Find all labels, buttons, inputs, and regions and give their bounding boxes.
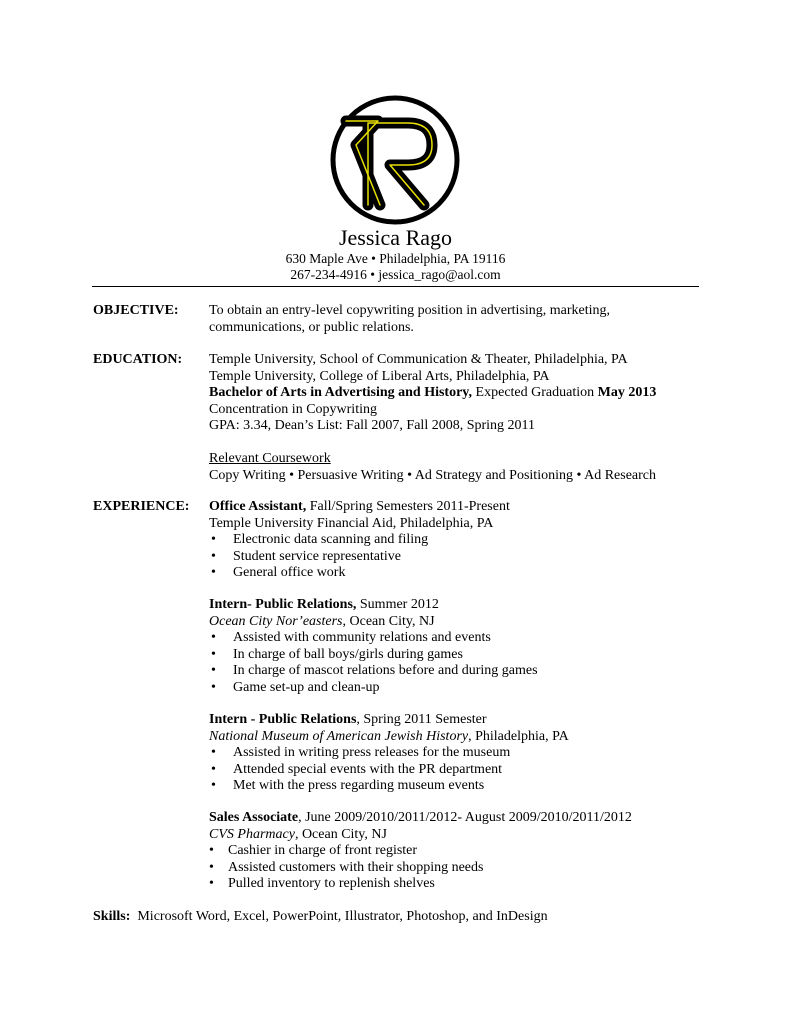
skills-line: [93, 909, 548, 926]
org-name: National Museum of American Jewish History: [209, 728, 469, 744]
job-org: [209, 729, 709, 746]
job-bullets: [209, 532, 709, 582]
objective-text: [209, 303, 709, 336]
job-org: Temple University Financial Aid, Philadelphia, PA: [209, 515, 494, 531]
job-heading: [209, 810, 709, 827]
bullet-icon: •: [211, 778, 216, 793]
objective-line: communications, or public relations.: [209, 319, 414, 335]
job-bullet: • Met with the press regarding museum events: [211, 778, 485, 793]
objective-line: To obtain an entry-level copywriting position in advertising, marketing,: [209, 303, 611, 318]
job-bullet: • Assisted with community relations and events: [211, 630, 491, 645]
job-entry: [209, 810, 709, 893]
address: 630 Maple Ave • Philadelphia, PA 19116: [285, 251, 506, 266]
degree-name: Bachelor of Arts in Advertising and History,: [209, 385, 473, 400]
rr-monogram-logo: [328, 93, 462, 227]
job-bullet: • General office work: [211, 565, 346, 580]
bullet-icon: •: [211, 532, 216, 547]
bullet-icon: •: [211, 663, 216, 678]
bullet-icon: •: [211, 679, 216, 695]
education-section: [209, 352, 709, 435]
job-entry: [209, 597, 709, 696]
concentration: Concentration in Copywriting: [209, 401, 377, 417]
org-name: Ocean City Nor’easters: [209, 613, 343, 629]
org-location: , Ocean City, NJ: [342, 613, 435, 629]
job-bullet: • In charge of ball boys/girls during games: [211, 646, 463, 662]
job-bullet: • Attended special events with the PR department: [211, 761, 503, 777]
coursework-section: [209, 451, 709, 484]
bullet-icon: •: [211, 630, 216, 645]
school-line: Temple University, College of Liberal Arts, Philadelphia, PA: [209, 368, 550, 384]
job-period: Fall/Spring Semesters 2011-Present: [306, 499, 510, 514]
job-org: [209, 827, 709, 844]
skills-label: Skills:: [93, 909, 131, 924]
bullet-icon: •: [211, 745, 216, 760]
gpa-line: GPA: 3.34, Dean’s List: Fall 2007, Fall 2008, Spring 2011: [209, 418, 536, 433]
applicant-name: Jessica Rago: [338, 225, 453, 250]
education-label: EDUCATION:: [93, 352, 183, 367]
job-period: Summer 2012: [356, 597, 439, 612]
coursework-list: Copy Writing • Persuasive Writing • Ad Strategy and Positioning • Ad Research: [209, 467, 657, 483]
coursework-heading: Relevant Coursework: [209, 451, 331, 466]
bullet-icon: •: [209, 859, 214, 875]
header-divider: [92, 286, 699, 287]
bullet-icon: •: [211, 565, 216, 580]
bullet-icon: •: [209, 843, 214, 858]
bullet-icon: •: [211, 761, 216, 777]
job-title: Sales Associate: [209, 810, 299, 825]
org-location: , Philadelphia, PA: [468, 728, 569, 744]
job-heading: [209, 597, 709, 614]
job-period: , June 2009/2010/2011/2012- August 2009/2010/2011/2012: [298, 810, 632, 825]
job-bullets: [209, 843, 709, 893]
job-entry: [209, 712, 709, 795]
job-title: Intern - Public Relations: [209, 712, 357, 727]
job-heading: [209, 499, 709, 516]
job-title: Office Assistant,: [209, 499, 307, 514]
degree-expected: Expected Graduation: [472, 385, 598, 400]
job-period: , Spring 2011 Semester: [356, 712, 487, 727]
org-name: CVS Pharmacy: [209, 826, 295, 842]
job-entry: [209, 499, 709, 582]
job-bullet: • Electronic data scanning and filing: [211, 532, 429, 547]
skills-text: Microsoft Word, Excel, PowerPoint, Illustrator, Photoshop, and InDesign: [137, 909, 548, 924]
job-bullets: [209, 745, 709, 795]
experience-label: EXPERIENCE:: [93, 499, 190, 514]
job-bullet: • Pulled inventory to replenish shelves: [209, 876, 435, 891]
bullet-icon: •: [211, 548, 216, 564]
school-line: Temple University, School of Communication & Theater, Philadelphia, PA: [209, 352, 628, 367]
job-bullet: • Game set-up and clean-up: [211, 679, 380, 695]
graduation-date: May 2013: [597, 385, 657, 400]
org-location: , Ocean City, NJ: [294, 826, 387, 842]
job-org: [209, 614, 709, 631]
job-bullet: • Student service representative: [211, 548, 401, 564]
job-bullet: • Assisted customers with their shopping needs: [209, 859, 484, 875]
job-heading: [209, 712, 709, 729]
bullet-icon: •: [211, 646, 216, 662]
job-bullet: • Assisted in writing press releases for the museum: [211, 745, 511, 760]
bullet-icon: •: [209, 876, 214, 891]
job-title: Intern- Public Relations,: [209, 597, 357, 612]
job-bullets: [209, 630, 709, 696]
degree-line: [209, 385, 709, 402]
job-bullet: • Cashier in charge of front register: [209, 843, 418, 858]
objective-label: OBJECTIVE:: [93, 303, 179, 318]
job-bullet: • In charge of mascot relations before and during games: [211, 663, 538, 678]
phone-email: 267-234-4916 • jessica_rago@aol.com: [290, 267, 501, 282]
